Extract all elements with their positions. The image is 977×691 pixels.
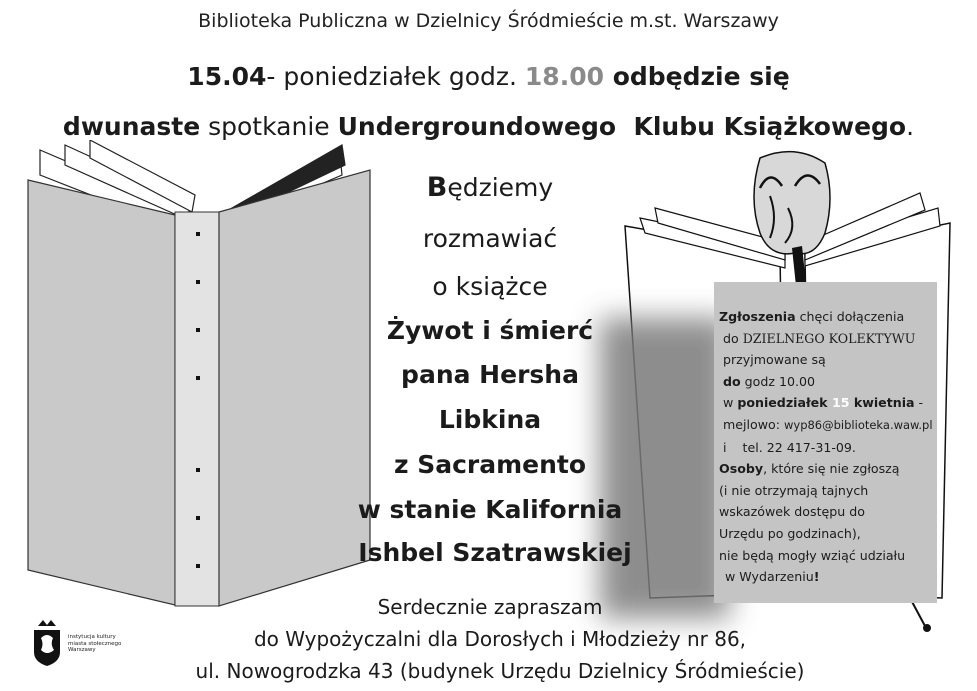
period: . xyxy=(906,112,915,141)
book-title-line-2: pana Hersha xyxy=(401,360,579,389)
info-l11: Urzędu po godzinach), xyxy=(719,525,861,541)
info-l5-highlight: 15 xyxy=(827,395,854,411)
info-l5-bold1: poniedziałek xyxy=(737,395,828,411)
info-l5-rest: - xyxy=(914,395,924,411)
email-address[interactable]: wyp86@biblioteka.waw.pl xyxy=(783,417,933,432)
invitation-line-2: do Wypożyczalni dla Dorosłych i Młodzieży nr 86, xyxy=(253,627,747,651)
discussion-first-letter: B xyxy=(426,172,448,203)
announcement-date-line xyxy=(0,62,977,91)
info-l13-prefix: w Wydarzeniu xyxy=(725,569,814,585)
info-l7-prefix: i tel. xyxy=(723,439,767,455)
info-l8-bold: Osoby xyxy=(719,461,764,477)
info-l2-prefix: do xyxy=(723,330,743,346)
warsaw-crest-icon xyxy=(30,618,64,668)
book-title-line-4: z Sacramento xyxy=(393,450,587,479)
info-l2-caps: DZIELNEGO KOLEKTYWU xyxy=(742,330,916,346)
logo-caption-line-3: Warszawy xyxy=(68,647,96,653)
info-l9: (i nie otrzymają tajnych xyxy=(719,482,869,498)
book-title-line-3: Libkina xyxy=(438,405,542,434)
event-time: 18.00 xyxy=(524,62,604,91)
event-date: 15.04 xyxy=(187,62,267,91)
invitation-line-1: Serdecznie zapraszam xyxy=(377,595,603,619)
info-l13-bold: ! xyxy=(813,569,820,585)
event-will-take-place: odbędzie się xyxy=(603,62,790,91)
announcement-club-line xyxy=(0,112,977,141)
info-l4-bold: do xyxy=(723,373,741,389)
meeting-ordinal: dwunaste xyxy=(62,112,201,141)
invitation-line-3: ul. Nowogrodzka 43 (budynek Urzędu Dzielnicy Śródmieście) xyxy=(195,659,805,683)
logo-caption-line-2: miasta stołecznego xyxy=(68,640,122,647)
club-name: Undergroundowego Klubu Książkowego xyxy=(337,112,907,141)
phone-number: 22 417-31-09. xyxy=(766,439,856,455)
warsaw-culture-logo xyxy=(30,618,170,674)
info-l10: wskazówek dostępu do xyxy=(719,504,865,520)
info-l8-rest: , które się nie zgłoszą xyxy=(763,461,900,477)
meeting-text: spotkanie xyxy=(200,112,338,141)
event-weekday: - poniedziałek godz. xyxy=(266,62,525,91)
discussion-line-3: o książce xyxy=(432,272,548,301)
info-l1-rest: chęci dołączenia xyxy=(795,309,905,324)
logo-caption xyxy=(68,634,121,654)
logo-caption-line-1: instytucja kultury xyxy=(68,634,116,640)
discussion-line1-rest: ędziemy xyxy=(447,173,554,202)
registration-info-text xyxy=(714,282,937,588)
discussion-line-2: rozmawiać xyxy=(422,224,558,253)
info-l6-prefix: mejlowo: xyxy=(723,416,784,432)
info-l1-bold: Zgłoszenia xyxy=(719,309,796,324)
info-l12: nie będą mogły wziąć udziału xyxy=(719,547,906,563)
info-l5-prefix: w xyxy=(723,395,738,411)
discussion-line-1 xyxy=(300,174,680,201)
info-l5-bold2: kwietnia xyxy=(853,395,915,411)
book-title-line-5: w stanie Kalifornia xyxy=(357,495,623,524)
info-l4-rest: godz 10.00 xyxy=(740,373,816,389)
library-name-header: Biblioteka Publiczna w Dzielnicy Śródmieście m.st. Warszawy xyxy=(198,10,779,32)
registration-info-box xyxy=(714,282,937,603)
info-l3: przyjmowane są xyxy=(723,352,826,368)
book-author: Ishbel Szatrawskiej xyxy=(358,538,632,567)
book-title-line-1: Żywot i śmierć xyxy=(386,316,594,345)
